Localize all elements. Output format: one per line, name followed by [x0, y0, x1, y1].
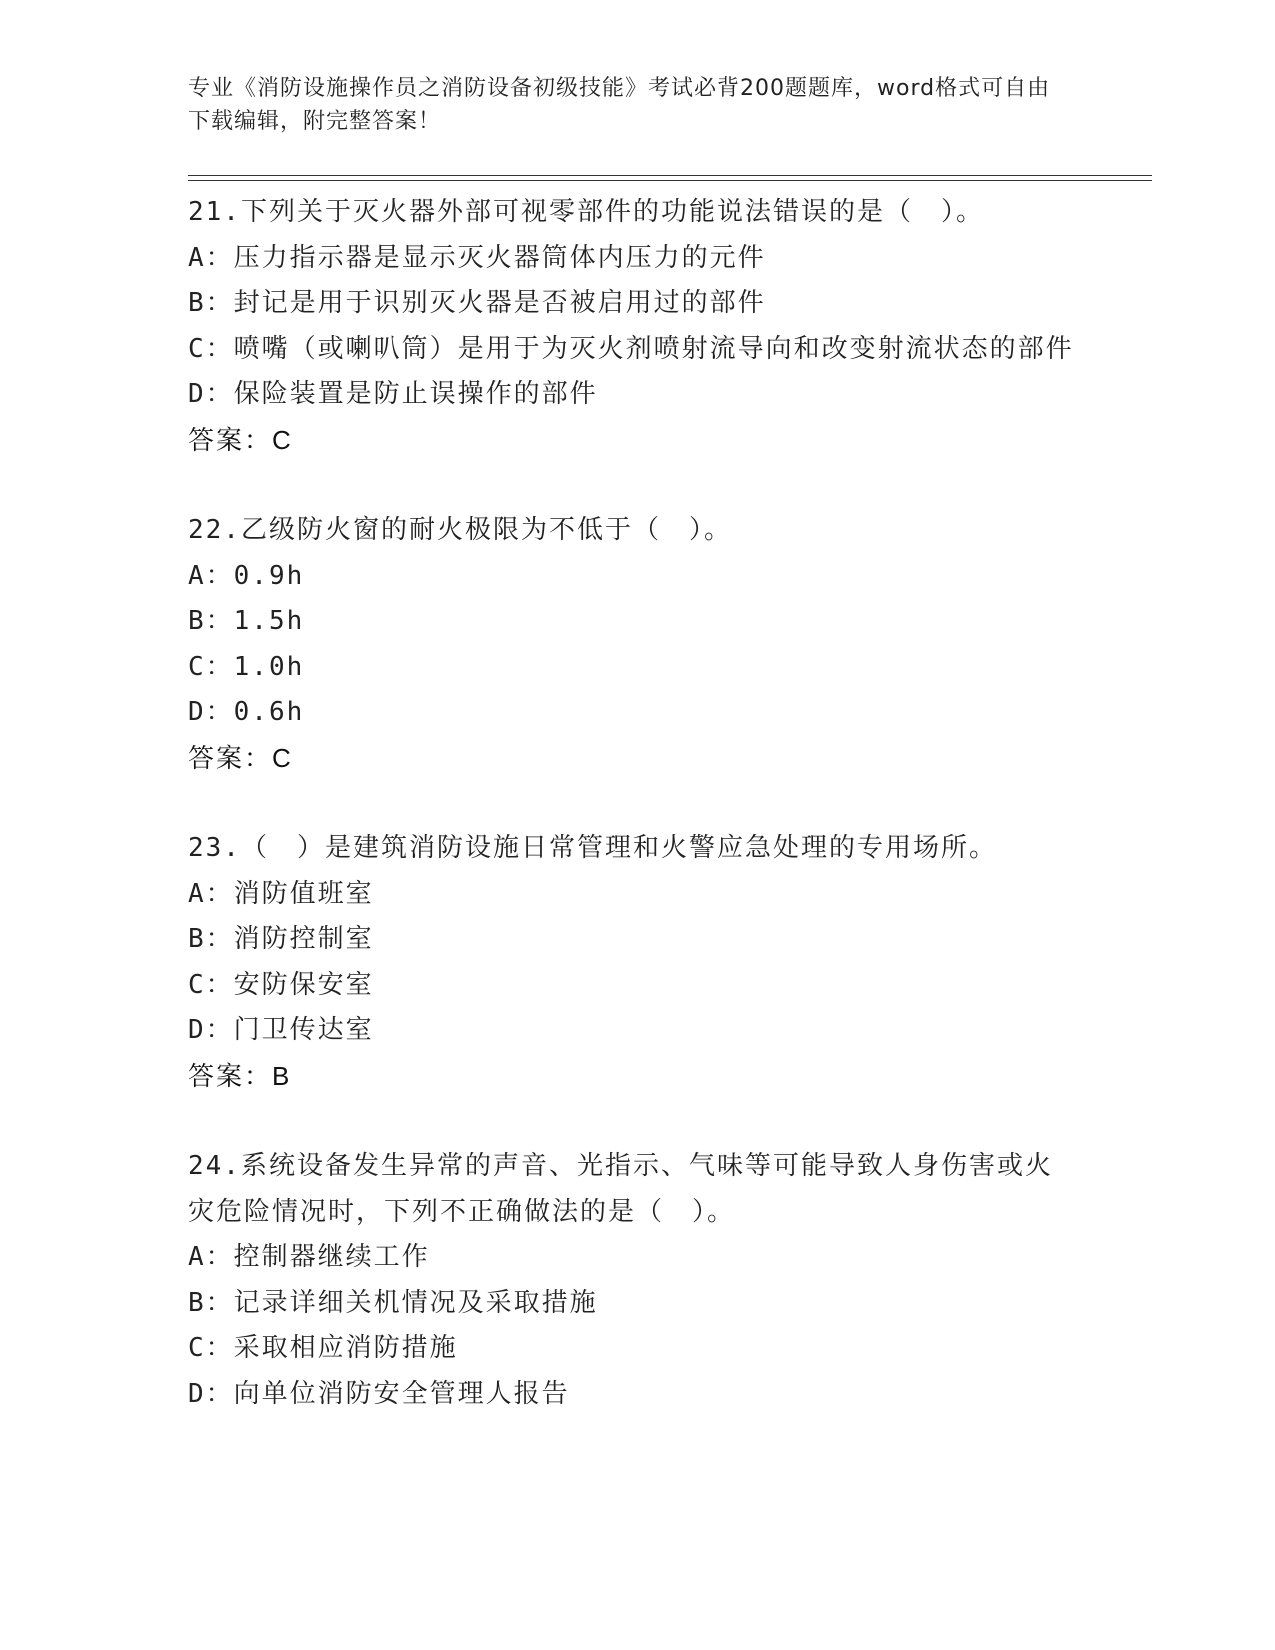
option-b: B：记录详细关机情况及采取措施: [188, 1287, 598, 1318]
answer-line: 答案：C: [188, 424, 293, 455]
option-a: A：压力指示器是显示灭火器筒体内压力的元件: [188, 242, 766, 273]
option-d: D：0.6h: [188, 697, 305, 727]
question-22: [188, 508, 1078, 781]
option-c: C：安防保安室: [188, 969, 374, 1000]
option-b: B：1.5h: [188, 606, 305, 636]
option-d: D：保险装置是防止误操作的部件: [188, 379, 598, 409]
option-c: C：采取相应消防措施: [188, 1333, 458, 1363]
question-21: [188, 190, 1078, 463]
option-d: D：门卫传达室: [188, 1015, 374, 1045]
option-d: D：向单位消防安全管理人报告: [188, 1378, 570, 1409]
option-c: C：1.0h: [188, 651, 305, 682]
option-a: A：0.9h: [188, 560, 305, 591]
option-a: A：控制器继续工作: [188, 1242, 430, 1272]
question-stem: 24.系统设备发生异常的声音、光指示、气味等可能导致人身伤害或火灾危险情况时，下列不正确做法的是（ ）。: [188, 1151, 1053, 1227]
option-c: C：喷嘴（或喇叭筒）是用于为灭火剂喷射流导向和改变射流状态的部件: [188, 333, 1074, 364]
question-list: [188, 190, 1078, 1417]
option-b: B：封记是用于识别灭火器是否被启用过的部件: [188, 288, 766, 318]
option-a: A：消防值班室: [188, 878, 374, 909]
question-23: [188, 826, 1078, 1099]
document-header: 专业《消防设施操作员之消防设备初级技能》考试必背200题题库，word格式可自由下载编辑，附完整答案！: [188, 76, 1051, 134]
question-stem: 21.下列关于灭火器外部可视零部件的功能说法错误的是（ ）。: [188, 197, 984, 227]
header-divider-top: [188, 175, 1152, 176]
answer-line: 答案：B: [188, 1060, 292, 1091]
answer-line: 答案：C: [188, 742, 293, 773]
question-stem: 23.（ ）是建筑消防设施日常管理和火警应急处理的专用场所。: [188, 833, 997, 863]
header-divider-bottom: [188, 180, 1152, 181]
option-b: B：消防控制室: [188, 924, 374, 954]
question-24: [188, 1144, 1078, 1417]
question-stem: 22.乙级防火窗的耐火极限为不低于（ ）。: [188, 515, 732, 545]
